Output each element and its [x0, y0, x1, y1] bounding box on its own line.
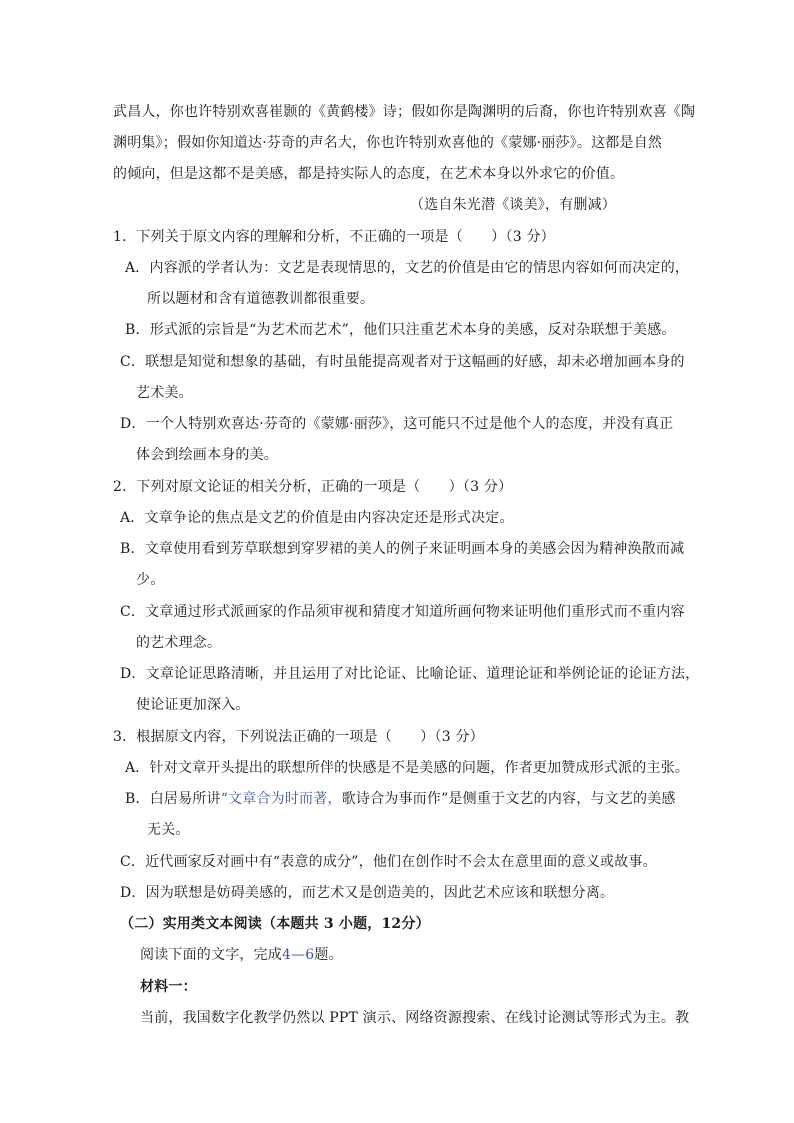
q2-option-c-cont: 的艺术理念。	[136, 635, 222, 651]
q2-option-a: A．文章争论的焦点是文艺的价值是由内容决定还是形式决定。	[120, 510, 514, 526]
q1-stem: 1．下列关于原文内容的理解和分析，不正确的一项是（ ）（3 分）	[113, 229, 555, 245]
q2-option-d: D．文章论证思路清晰，并且运用了对比论证、比喻论证、道理论证和举例论证的论证方法，	[120, 666, 700, 682]
q2-option-d-cont: 使论证更加深入。	[136, 697, 250, 713]
q3-stem: 3．根据原文内容，下列说法正确的一项是（ ）（3 分）	[113, 729, 484, 745]
q1-option-b: B．形式派的宗旨是“为艺术而艺术”，他们只注重艺术本身的美感，反对杂联想于美感。	[125, 322, 676, 338]
q3-option-b-cont: 无关。	[147, 822, 190, 838]
q3-option-b-rest: 歌诗合为事而作”是侧重于文艺的内容，与文艺的美感	[341, 791, 676, 807]
section2-instruction-prefix: 阅读下面的文字，完成	[140, 947, 282, 963]
q2-option-c: C．文章通过形式派画家的作品须审视和猜度才知道所画何物来证明他们重形式而不重内容	[120, 604, 685, 620]
passage-line-2: 渊明集》；假如你知道达·芬奇的声名大，你也许特别欢喜他的《蒙娜·丽莎》。这都是自然	[113, 135, 663, 151]
q1-option-d-cont: 体会到绘画本身的美。	[136, 447, 278, 463]
q3-option-d: D．因为联想是妨碍美感的，而艺术又是创造美的，因此艺术应该和联想分离。	[120, 885, 615, 901]
passage-source: （选自朱光潜《谈美》，有删减）	[410, 197, 616, 213]
q1-option-a-cont: 所以题材和含有道德教训都很重要。	[147, 291, 375, 307]
q3-option-a: A．针对文章开头提出的联想所伴的快感是不是美感的问题，作者更加赞成形式派的主张。	[125, 760, 690, 776]
material-body-line-1: 当前，我国数字化教学仍然以 PPT 演示、网络资源搜索、在线讨论测试等形式为主。教	[140, 1010, 690, 1026]
passage-line-1: 武昌人，你也许特别欢喜崔颢的《黄鹤楼》诗；假如你是陶渊明的后裔，你也许特别欢喜《陶	[113, 104, 696, 120]
section2-instruction-range: 4—6	[282, 947, 315, 963]
q2-option-b: B．文章使用看到芳草联想到穿罗裙的美人的例子来证明画本身的美感会因为精神涣散而减	[120, 541, 685, 557]
passage-line-3: 的倾向，但是这都不是美感，都是持实际人的态度，在艺术本身以外求它的价值。	[113, 166, 625, 182]
q3-option-b-prefix: B．白居易所讲	[125, 791, 221, 807]
q2-option-b-cont: 少。	[136, 572, 165, 588]
material-label: 材料一：	[140, 979, 197, 995]
q1-option-c-cont: 艺术美。	[136, 385, 193, 401]
section2-heading: （二）实用类文本阅读（本题共 3 小题，12分）	[120, 916, 430, 932]
q1-option-a: A．内容派的学者认为：文艺是表现情思的，文艺的价值是由它的情思内容如何而决定的，	[125, 260, 690, 276]
q3-option-c: C．近代画家反对画中有“表意的成分”，他们在创作时不会太在意里面的意义或故事。	[120, 854, 657, 870]
section2-instruction	[140, 945, 343, 965]
q1-option-c: C．联想是知觉和想象的基础，有时虽能提高观者对于这幅画的好感，却未必增加画本身的	[120, 354, 685, 370]
q3-option-b	[125, 789, 676, 809]
q2-stem: 2．下列对原文论证的相关分析，正确的一项是（ ）（3 分）	[113, 479, 513, 495]
section2-instruction-suffix: 题。	[314, 947, 343, 963]
q3-option-b-quote: “文章合为时而著，	[220, 791, 342, 807]
q1-option-d: D．一个人特别欢喜达·芬奇的《蒙娜·丽莎》，这可能只不过是他个人的态度，并没有真正	[120, 416, 674, 432]
